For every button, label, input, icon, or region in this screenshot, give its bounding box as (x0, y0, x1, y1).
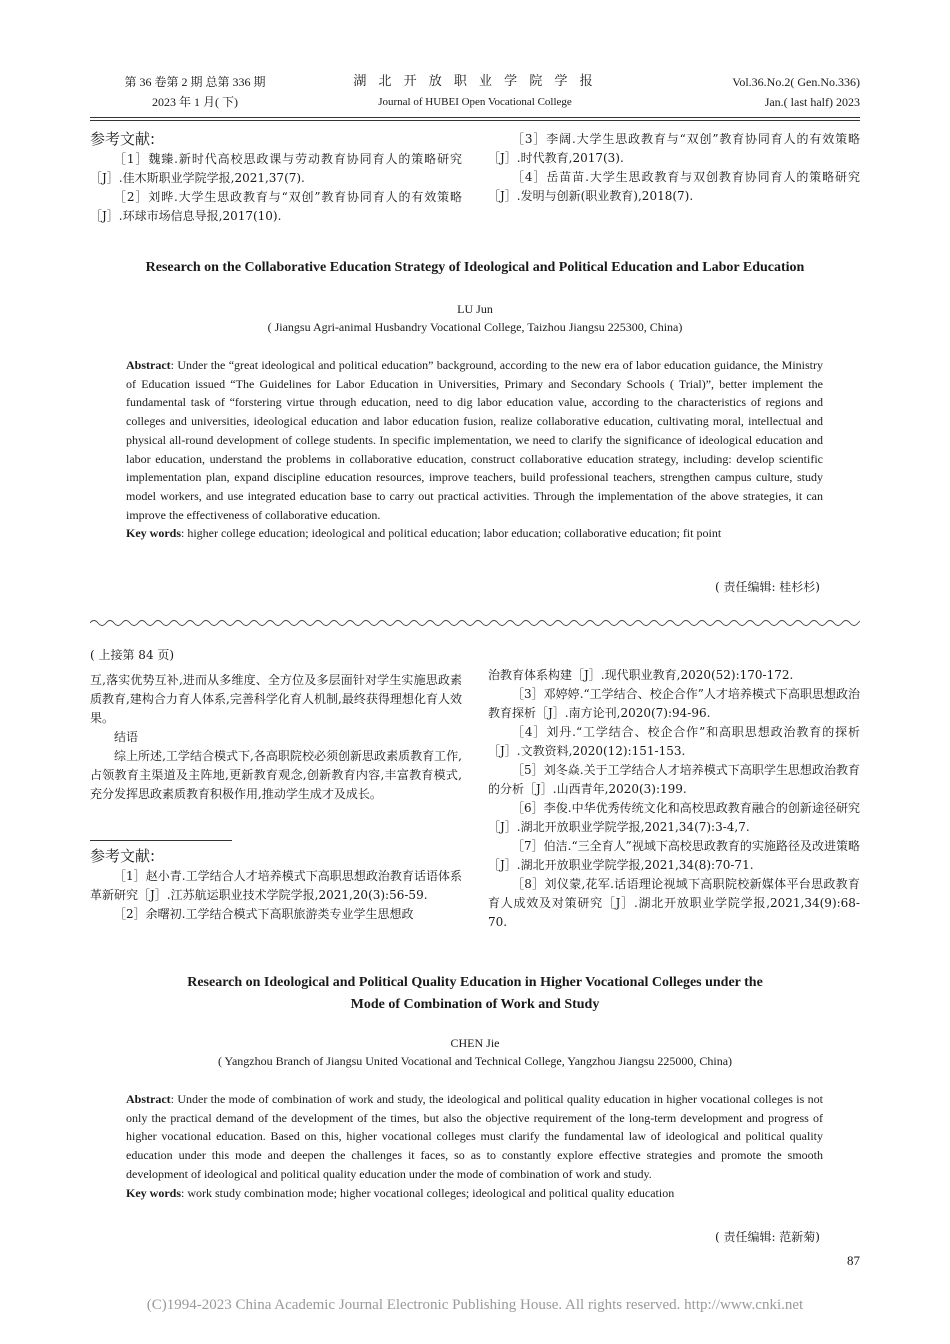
references-heading: 参考文献: (90, 130, 156, 148)
article1-abstract (126, 356, 823, 543)
keywords-text: : higher college education; ideological and political education; labor education; collaborative education; fit point (181, 526, 722, 541)
reference-item: ［3］邓婷婷.“工学结合、校企合作”人才培养模式下高职思想政治教育探析［J］.南方论刊,2020(7):94-96. (488, 687, 860, 720)
running-header (90, 72, 860, 114)
continuation-left (90, 646, 462, 804)
article2-abstract (126, 1090, 823, 1202)
reference-item: ［1］赵小青.工学结合人才培养模式下高职思想政治教育话语体系革新研究［J］.江苏航运职业技术学院学报,2021,20(3):56-59. (90, 869, 462, 902)
article2-editor: ( 责任编辑: 范新菊) (714, 1230, 820, 1244)
abstract-text: : Under the “great ideological and political education” background, according to the new era of labor education guidance, the Ministry of Education issued “The Guidelines for Labor Education in Universities, Primary and Secondary Schools ( Trial)”, better implement the fundamental task of “forstering virtue through education, need to dig labor education value, according to the characteristics of regions and colleges and universities, ideological education and labor education fusion, realize collaborative education, cultivating moral, intellectual and physical all-round development of college students. In specific implementation, we need to clarify the significance of ideological education and labor education, understand the problems in collaborative education, construct collaborative education strategy, including: develop scientific implementation plan, expand discipline education resources, improve teachers, build professional teachers, strengthen campus culture, study model workers, and use integrated education base to carry out practical activities. Through the implementation of the above strategies, it can improve the effectiveness of collaborative education. (126, 358, 823, 522)
continuation-refs-right (488, 666, 860, 932)
article1-editor: ( 责任编辑: 桂杉杉) (714, 580, 820, 594)
reference-item: ［5］刘冬焱.关于工学结合人才培养模式下高职学生思想政治教育的分析［J］.山西青年,2020(3):199. (488, 763, 860, 796)
wavy-separator (90, 618, 860, 628)
continuation-refs-left (90, 845, 462, 924)
header-rule-second (90, 120, 860, 121)
footnote-rule (90, 840, 232, 841)
article1-title: Research on the Collaborative Education Strategy of Ideological and Political Education and Labor Education (145, 260, 805, 275)
reference-item: ［8］刘仪蒙,花军.话语理论视域下高职院校新媒体平台思政教育育人成效及对策研究［J］.湖北开放职业学院学报,2021,34(9):68-70. (488, 877, 860, 929)
page-number: 87 (847, 1253, 860, 1268)
reference-item: ［4］刘丹.“工学结合、校企合作”和高职思想政治教育的探析［J］.文教资料,2020(12):151-153. (488, 725, 860, 758)
issue-date-en: Jan.( last half) 2023 (764, 95, 860, 109)
keywords-label: Key words (126, 526, 181, 541)
reference-item-continued: 治教育体系构建［J］.现代职业教育,2020(52):170-172. (488, 668, 794, 682)
continued-note: ( 上接第 84 页) (90, 648, 175, 662)
body-paragraph: 综上所述,工学结合模式下,各高职院校必须创新思政素质教育工作,占领教育主渠道及主阵地,更新教育观念,创新教育内容,丰富教育模式,充分发挥思政素质教育积极作用,推动学生成才及成长。 (90, 749, 462, 801)
top-refs-left (90, 128, 462, 226)
issue-info (90, 72, 300, 112)
keywords-text: : work study combination mode; higher vocational colleges; ideological and political quality education (181, 1185, 675, 1200)
issue-volume-en: Vol.36.No.2( Gen.No.336) (732, 75, 860, 89)
top-refs-right (488, 130, 860, 206)
references-heading: 参考文献: (90, 847, 156, 865)
abstract-text: : Under the mode of combination of work and study, the ideological and political quality education in higher vocational colleges is not only the practical demand of the development of the times, but also the objective requirement of the long-term development and progress of higher vocational education. Based on this, higher vocational colleges must clarify the fundamental law of ideological and political quality education under this mode and deepen the challenges it faces, so as to constantly explore effective strategies and promote the smooth development of ideological and political quality education under the mode of combination of work and study. (126, 1092, 823, 1181)
journal-name-cn: 湖 北 开 放 职 业 学 院 学 报 (353, 74, 597, 89)
reference-item: ［6］李俊.中华优秀传统文化和高校思政教育融合的创新途径研究［J］.湖北开放职业学院学报,2021,34(7):3-4,7. (488, 801, 860, 834)
article2-title-line1: Research on Ideological and Political Quality Education in Higher Vocational Colleges under the (187, 975, 763, 990)
article2-affiliation: ( Yangzhou Branch of Jiangsu United Vocational and Technical College, Yangzhou Jiangsu 225000, China) (217, 1054, 733, 1068)
abstract-label: Abstract (126, 358, 171, 372)
keywords-label: Key words (126, 1185, 181, 1200)
reference-item: ［2］刘晔.大学生思政教育与“双创”教育协同育人的有效策略［J］.环球市场信息导报,2017(10). (90, 190, 462, 223)
article1-author: LU Jun (457, 302, 493, 316)
article2-title-line2: Mode of Combination of Work and Study (350, 997, 600, 1012)
reference-item: ［4］岳苗苗.大学生思政教育与双创教育协同育人的策略研究［J］.发明与创新(职业教育),2018(7). (488, 170, 860, 203)
issue-date: 2023 年 1 月( 下) (152, 95, 238, 109)
issue-info-en (660, 72, 860, 112)
reference-item: ［2］余曙初.工学结合模式下高职旅游类专业学生思想政 (114, 907, 414, 921)
abstract-label: Abstract (126, 1092, 171, 1106)
reference-item: ［3］李阔.大学生思政教育与“双创”教育协同育人的有效策略［J］.时代教育,2017(3). (488, 132, 860, 165)
body-paragraph: 互,落实优势互补,进而从多维度、全方位及多层面针对学生实施思政素质教育,建构合力育人体系,完善科学化育人机制,最终获得理想化育人效果。 (90, 673, 462, 725)
header-rule (90, 117, 860, 118)
reference-item: ［1］魏臻.新时代高校思政课与劳动教育协同育人的策略研究［J］.佳木斯职业学院学报,2021,37(7). (90, 152, 462, 185)
reference-item: ［7］伯洁.“三全育人”视域下高校思政教育的实施路径及改进策略［J］.湖北开放职业学院学报,2021,34(8):70-71. (488, 839, 860, 872)
article1-affiliation: ( Jiangsu Agri-animal Husbandry Vocational College, Taizhou Jiangsu 225300, China) (267, 320, 683, 334)
journal-name-en: Journal of HUBEI Open Vocational College (378, 96, 572, 108)
journal-name (340, 72, 610, 112)
issue-volume: 第 36 卷第 2 期 总第 336 期 (124, 75, 266, 89)
copyright-footer: (C)1994-2023 China Academic Journal Electronic Publishing House. All rights reserved. http://www.cnki.net (146, 1297, 804, 1313)
article2-title (90, 972, 860, 1016)
conclusion-heading: 结语 (114, 730, 139, 744)
article2-author: CHEN Jie (450, 1036, 500, 1050)
